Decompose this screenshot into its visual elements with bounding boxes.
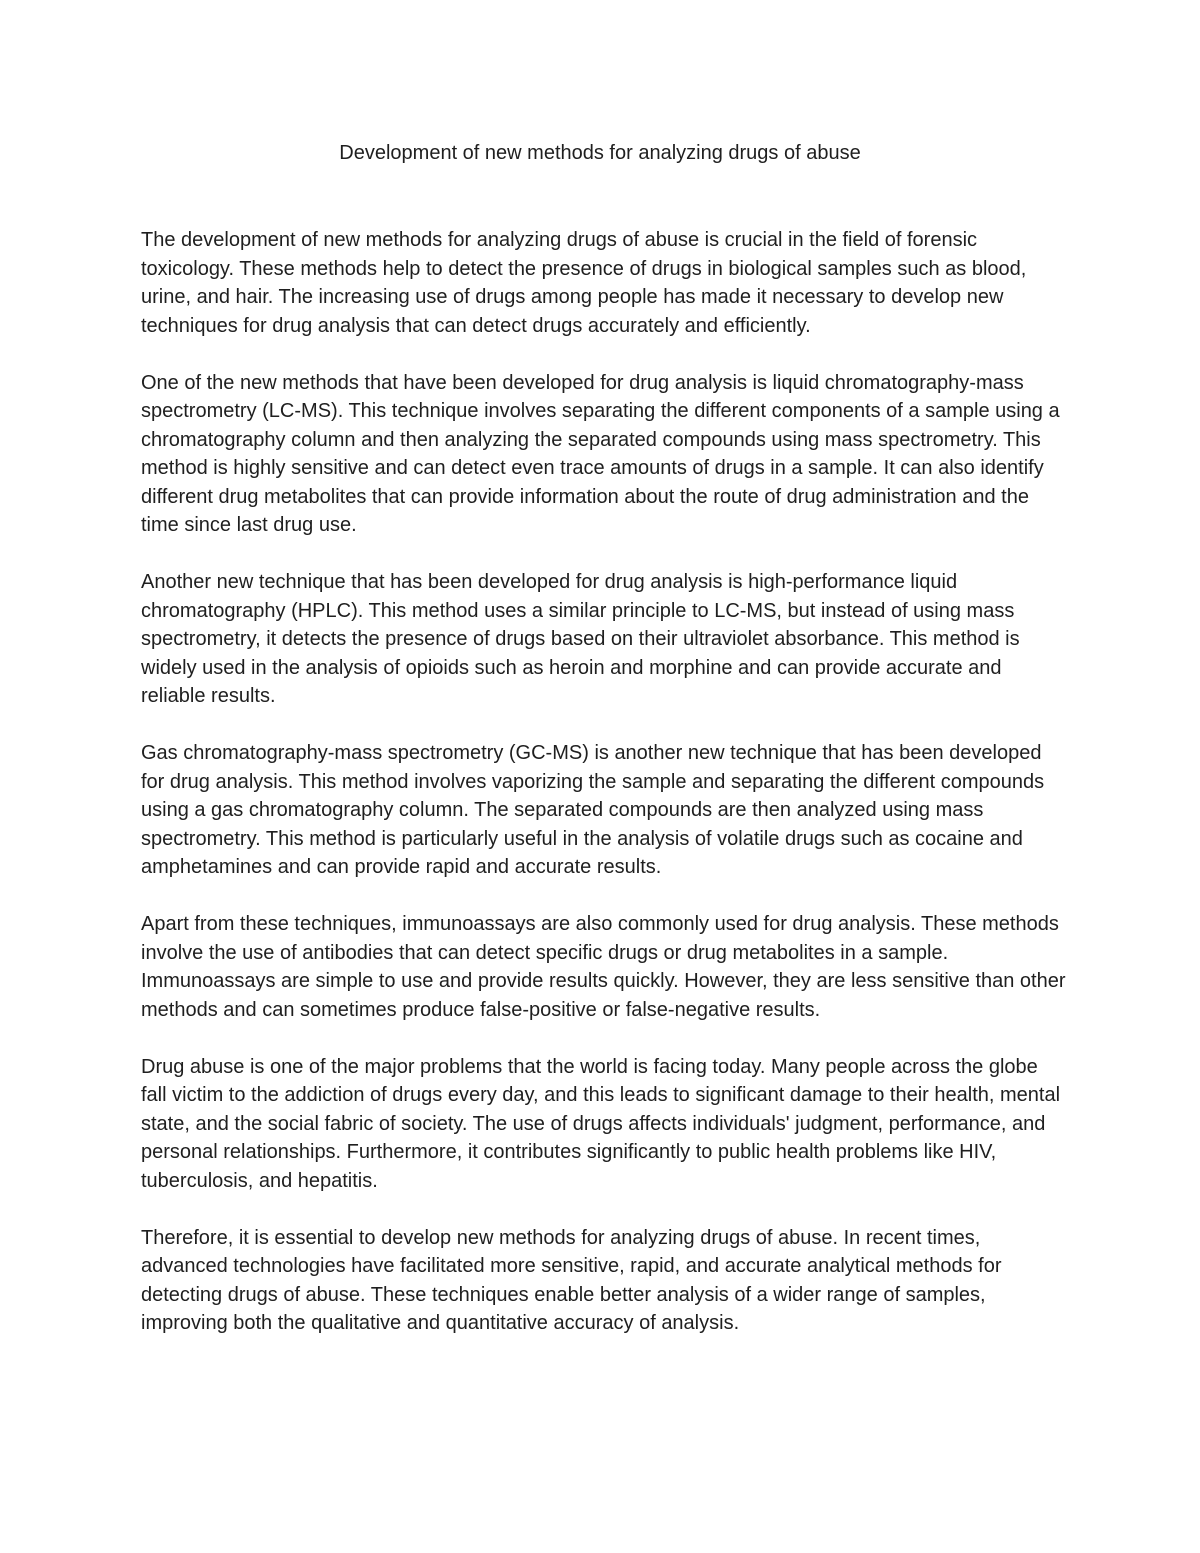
paragraph-drug-abuse: Drug abuse is one of the major problems that the world is facing today. Many people across the globe fall victim to the addiction of drugs every day, and this leads to significant damage to their health, mental state, and the social fabric of society. The use of drugs affects individuals' judgment, performance, and personal relationships. Furthermore, it contributes significantly to public health problems like HIV, tuberculosis, and hepatitis. (141, 1055, 1061, 1192)
paragraph-conclusion: Therefore, it is essential to develop new methods for analyzing drugs of abuse. In recent times, advanced technologies have facilitated more sensitive, rapid, and accurate analytical methods for detecting drugs of abuse. These techniques enable better analysis of a wider range of samples, improving both the qualitative and quantitative accuracy of analysis. (141, 1226, 1002, 1334)
paragraph-hplc: Another new technique that has been developed for drug analysis is high-performance liquid chromatography (HPLC). This method uses a similar principle to LC-MS, but instead of using mass spectrometry, it detects the presence of drugs based on their ultraviolet absorbance. This method is widely used in the analysis of opioids such as heroin and morphine and can provide accurate and reliable results. (141, 571, 1020, 707)
document-title: Development of new methods for analyzing drugs of abuse (339, 142, 861, 164)
paragraph-intro: The development of new methods for analyzing drugs of abuse is crucial in the field of forensic toxicology. These methods help to detect the presence of drugs in biological samples such as blood, urine, and hair. The increasing use of drugs among people has made it necessary to develop new techniques for drug analysis that can detect drugs accurately and efficiently. (141, 229, 1027, 337)
paragraph-gc-ms: Gas chromatography-mass spectrometry (GC-MS) is another new technique that has been developed for drug analysis. This method involves vaporizing the sample and separating the different compounds using a gas chromatography column. The separated compounds are then analyzed using mass spectrometry. This method is particularly useful in the analysis of volatile drugs such as cocaine and amphetamines and can provide rapid and accurate results. (141, 742, 1045, 878)
paragraph-lc-ms: One of the new methods that have been developed for drug analysis is liquid chromatography-mass spectrometry (LC-MS). This technique involves separating the different components of a sample using a chromatography column and then analyzing the separated compounds using mass spectrometry. This method is highly sensitive and can detect even trace amounts of drugs in a sample. It can also identify different drug metabolites that can provide information about the route of drug administration and the time since last drug use. (141, 371, 1060, 536)
document-body (141, 226, 1066, 1366)
paragraph-immunoassays: Apart from these techniques, immunoassays are also commonly used for drug analysis. These methods involve the use of antibodies that can detect specific drugs or drug metabolites in a sample. Immunoassays are simple to use and provide results quickly. However, they are less sensitive than other methods and can sometimes produce false-positive or false-negative results. (141, 913, 1066, 1021)
